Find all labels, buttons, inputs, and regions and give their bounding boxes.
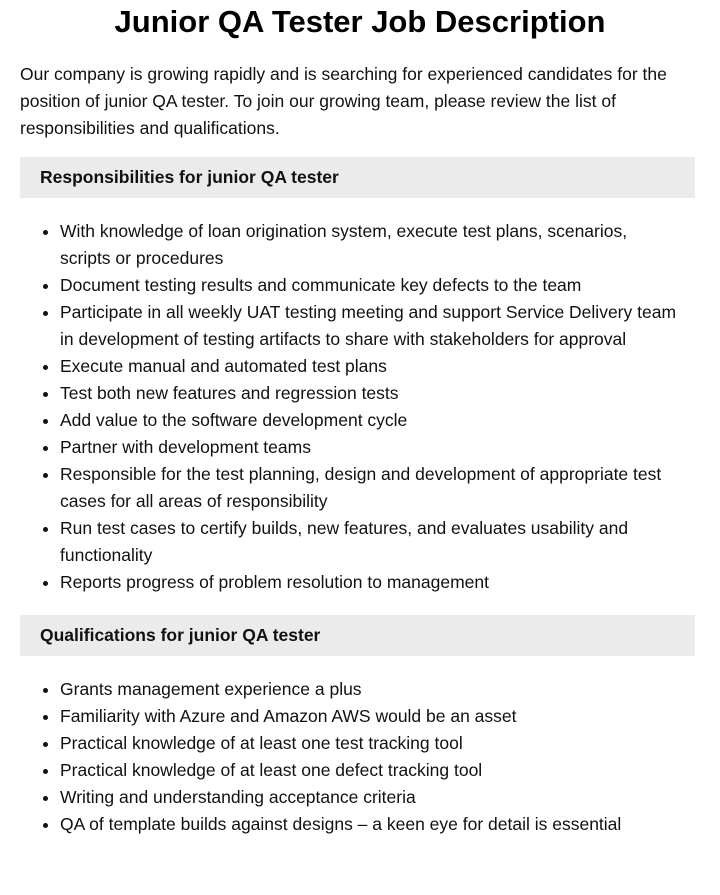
list-item: • Run test cases to certify builds, new features, and evaluates usability and functionality bbox=[60, 515, 700, 569]
page-title: Junior QA Tester Job Description bbox=[114, 4, 606, 39]
list-item: • Familiarity with Azure and Amazon AWS would be an asset bbox=[60, 703, 700, 730]
list-item: • Test both new features and regression tests bbox=[60, 380, 700, 407]
list-item: • Partner with development teams bbox=[60, 434, 700, 461]
responsibilities-heading: Responsibilities for junior QA tester bbox=[20, 157, 695, 198]
qualifications-heading: Qualifications for junior QA tester bbox=[20, 615, 695, 656]
list-item: • Reports progress of problem resolution to management bbox=[60, 569, 700, 596]
qualifications-list bbox=[20, 676, 700, 838]
list-item: • Writing and understanding acceptance criteria bbox=[60, 784, 700, 811]
list-item: • Practical knowledge of at least one defect tracking tool bbox=[60, 757, 700, 784]
responsibilities-list bbox=[20, 218, 700, 596]
list-item: • Responsible for the test planning, design and development of appropriate test cases for all areas of responsibility bbox=[60, 461, 700, 515]
list-item: • With knowledge of loan origination system, execute test plans, scenarios, scripts or procedures bbox=[60, 218, 700, 272]
list-item: • Practical knowledge of at least one test tracking tool bbox=[60, 730, 700, 757]
intro-paragraph: Our company is growing rapidly and is searching for experienced candidates for the position of junior QA tester. To join our growing team, please review the list of responsibilities and qualifications. bbox=[20, 64, 667, 138]
list-item: • QA of template builds against designs – a keen eye for detail is essential bbox=[60, 811, 700, 838]
list-item: • Participate in all weekly UAT testing meeting and support Service Delivery team in development of testing artifacts to share with stakeholders for approval bbox=[60, 299, 700, 353]
list-item: • Grants management experience a plus bbox=[60, 676, 700, 703]
list-item: • Add value to the software development cycle bbox=[60, 407, 700, 434]
list-item: • Execute manual and automated test plans bbox=[60, 353, 700, 380]
list-item: • Document testing results and communicate key defects to the team bbox=[60, 272, 700, 299]
